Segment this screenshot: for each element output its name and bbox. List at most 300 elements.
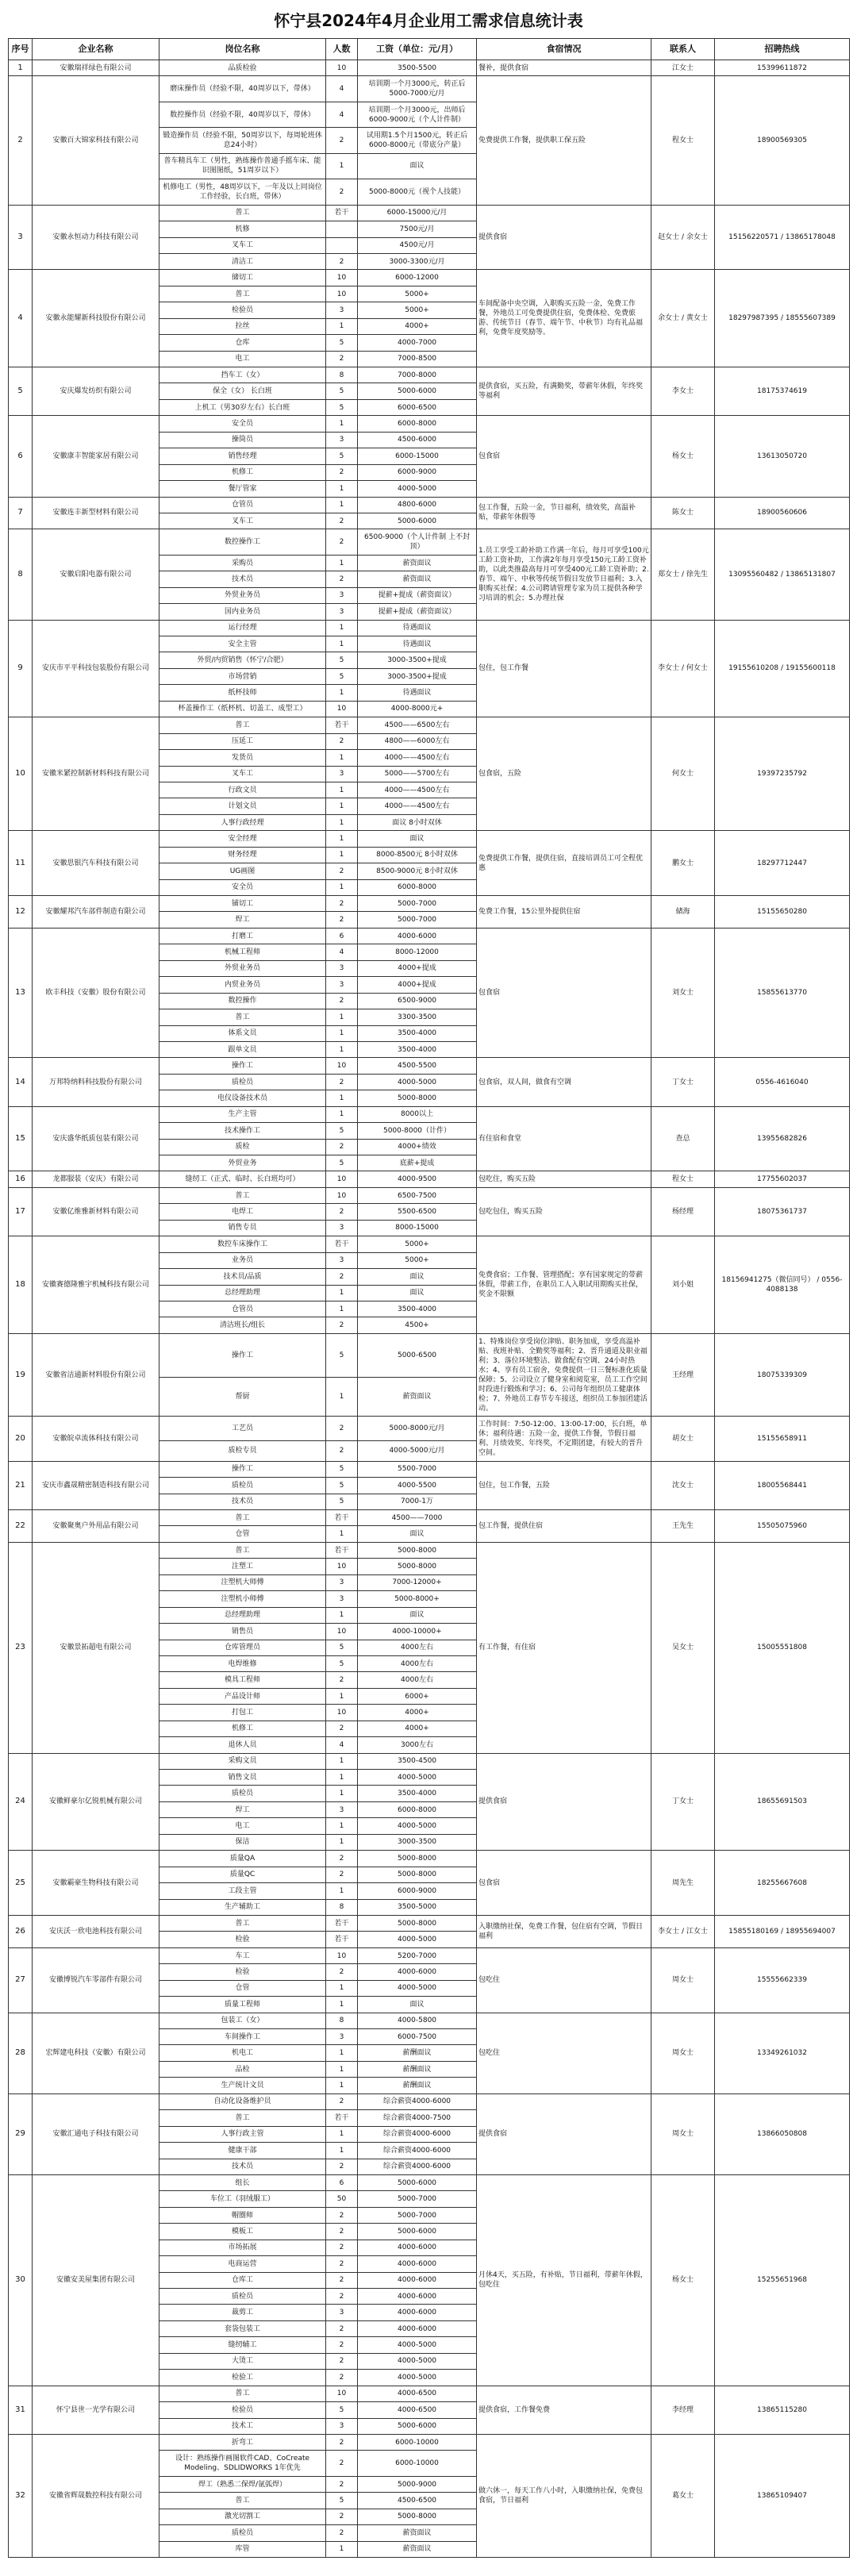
job-title: 质检 xyxy=(159,1139,326,1155)
job-salary: 4000-6000 xyxy=(358,2305,477,2320)
job-title: 机修电工（男性，48周岁以下，一年及以上同岗位工作经验，长白班，带休） xyxy=(159,179,326,205)
row-seq: 3 xyxy=(9,205,33,270)
job-salary: 4000-8000元+ xyxy=(358,701,477,717)
job-salary: 4500+ xyxy=(358,1317,477,1333)
job-title: 生产主管 xyxy=(159,1106,326,1122)
job-title: 总经理助理 xyxy=(159,1607,326,1623)
company-phone: 15155650280 xyxy=(715,896,850,929)
table-row xyxy=(9,416,850,432)
job-salary: 5000-8000 xyxy=(358,1090,477,1106)
company-benefits: 车间配备中央空调，入职购买五险一金，免费工作餐，外地员工可免费提供住宿，免费体检、免费旅游、传统节日（春节、端午节、中秋节）均有礼品福利，免费年度奖励等。 xyxy=(477,270,651,367)
table-row xyxy=(9,1058,850,1074)
company-phone: 15255651968 xyxy=(715,2174,850,2386)
job-salary: 3000-3500+提成 xyxy=(358,652,477,668)
job-title: 仓管 xyxy=(159,1980,326,1996)
job-salary: 6000-8000 xyxy=(358,1801,477,1817)
job-title: 机电工 xyxy=(159,2045,326,2061)
job-count: 1 xyxy=(326,814,358,830)
row-seq: 31 xyxy=(9,2386,33,2434)
row-seq: 5 xyxy=(9,367,33,416)
job-salary: 5000-6000 xyxy=(358,2418,477,2434)
row-seq: 17 xyxy=(9,1187,33,1236)
job-title: 市场拓展 xyxy=(159,2240,326,2255)
company-benefits: 包住，包工作餐，五险 xyxy=(477,1461,651,1509)
row-seq: 16 xyxy=(9,1171,33,1187)
company-phone: 19155610208 / 19155600118 xyxy=(715,620,850,717)
job-count: 2 xyxy=(326,2272,358,2288)
company-benefits: 免费提供工作餐，提供住宿，直接培训员工可全程优惠 xyxy=(477,831,651,896)
job-count: 2 xyxy=(326,513,358,529)
row-seq: 28 xyxy=(9,2013,33,2093)
row-seq: 14 xyxy=(9,1058,33,1106)
company-benefits: 提供食宿，工作餐免费 xyxy=(477,2386,651,2434)
job-count: 10 xyxy=(326,286,358,302)
company-contact: 王先生 xyxy=(651,1510,715,1543)
job-count: 2 xyxy=(326,896,358,912)
table-row xyxy=(9,1947,850,1963)
job-count: 2 xyxy=(326,2370,358,2386)
job-title: 技术员 xyxy=(159,2159,326,2174)
company-contact: 胡女士 xyxy=(651,1417,715,1461)
job-count: 5 xyxy=(326,1461,358,1477)
job-salary: 4000-9500 xyxy=(358,1171,477,1187)
job-count: 2 xyxy=(326,1964,358,1980)
job-title: 技术操作工 xyxy=(159,1123,326,1139)
job-title: 磨床操作员（经验不限，40周岁以下，带休） xyxy=(159,76,326,102)
job-title: 销售员 xyxy=(159,1624,326,1640)
job-count: 5 xyxy=(326,1640,358,1655)
company-phone: 13866050808 xyxy=(715,2093,850,2174)
company-name: 安徽景拓超电有限公司 xyxy=(33,1542,159,1753)
job-title: 质量QC xyxy=(159,1867,326,1882)
job-title: 数控操作 xyxy=(159,993,326,1009)
job-count: 1 xyxy=(326,2126,358,2142)
company-benefits: 包食宿 xyxy=(477,928,651,1058)
company-name: 安徽安美屋集团有限公司 xyxy=(33,2174,159,2386)
row-seq: 13 xyxy=(9,928,33,1058)
job-count: 若干 xyxy=(326,2110,358,2126)
job-title: 外贸/内贸销售（怀宁/合肥） xyxy=(159,652,326,668)
job-salary: 4000-6000 xyxy=(358,2240,477,2255)
job-title: 模具工程师 xyxy=(159,1672,326,1688)
job-salary: 面议 xyxy=(358,1285,477,1301)
job-title: 普工 xyxy=(159,1187,326,1203)
company-phone: 13955682826 xyxy=(715,1106,850,1171)
job-title: 机修工 xyxy=(159,1721,326,1736)
job-count: 2 xyxy=(326,2256,358,2272)
row-seq: 11 xyxy=(9,831,33,896)
job-count: 3 xyxy=(326,1574,358,1590)
job-count: 1 xyxy=(326,847,358,863)
company-phone: 18900569305 xyxy=(715,76,850,205)
job-title: 发货员 xyxy=(159,750,326,766)
job-count: 1 xyxy=(326,1106,358,1122)
job-count: 3 xyxy=(326,766,358,782)
job-salary: 4800-6000 xyxy=(358,497,477,513)
job-count: 2 xyxy=(326,351,358,367)
job-salary: 5000-7000 xyxy=(358,896,477,912)
job-count: 2 xyxy=(326,2434,358,2450)
job-salary: 4000左右 xyxy=(358,1655,477,1671)
company-name: 宏辉建电科技（安徽）有限公司 xyxy=(33,2013,159,2093)
job-salary: 7000-12000+ xyxy=(358,1574,477,1590)
company-name: 欧丰科技（安徽）股份有限公司 xyxy=(33,928,159,1058)
row-seq: 27 xyxy=(9,1947,33,2013)
company-name: 安庆爆发纺织有限公司 xyxy=(33,367,159,416)
job-title: 普工 xyxy=(159,2110,326,2126)
job-count: 1 xyxy=(326,1607,358,1623)
job-title: 压延工 xyxy=(159,733,326,749)
job-title: 外贸业务 xyxy=(159,1155,326,1171)
job-count: 2 xyxy=(326,2240,358,2255)
job-count: 2 xyxy=(326,733,358,749)
job-count: 3 xyxy=(326,1591,358,1607)
job-title: 操作工 xyxy=(159,1058,326,1074)
job-salary: 综合薪资4000-6000 xyxy=(358,2159,477,2174)
company-contact: 杨女士 xyxy=(651,416,715,497)
row-seq: 26 xyxy=(9,1915,33,1947)
job-salary: 4500——6500左右 xyxy=(358,717,477,733)
job-salary: 4000-10000+ xyxy=(358,1624,477,1640)
job-salary: 6000-7500 xyxy=(358,2029,477,2045)
job-title: 电焊维修 xyxy=(159,1655,326,1671)
job-count: 5 xyxy=(326,399,358,415)
job-salary: 6000-10000 xyxy=(358,2451,477,2476)
company-name: 安徽霸豪生物科技有限公司 xyxy=(33,1851,159,1916)
job-title: 质检员 xyxy=(159,1074,326,1090)
company-benefits: 包住，包工作餐 xyxy=(477,620,651,717)
company-phone: 0556-4616040 xyxy=(715,1058,850,1106)
company-benefits: 包吃住，购买五险 xyxy=(477,1171,651,1187)
job-count: 若干 xyxy=(326,717,358,733)
job-salary: 5000+ xyxy=(358,1252,477,1268)
job-salary: 5000-8000（计件） xyxy=(358,1123,477,1139)
company-name: 怀宁县世一光学有限公司 xyxy=(33,2386,159,2434)
job-title: 清洁工 xyxy=(159,253,326,269)
job-salary: 8000以上 xyxy=(358,1106,477,1122)
job-count: 1 xyxy=(326,782,358,798)
job-count: 1 xyxy=(326,685,358,701)
job-title: 外贸业务员 xyxy=(159,960,326,976)
job-count: 1 xyxy=(326,1997,358,2013)
job-salary: 5000-7000 xyxy=(358,2191,477,2207)
job-salary: 8000-15000 xyxy=(358,1220,477,1236)
job-salary: 6500-9000 xyxy=(358,993,477,1009)
job-salary: 薪酬面议 xyxy=(358,2078,477,2093)
job-title: 注塑机小师傅 xyxy=(159,1591,326,1607)
job-title: 普工 xyxy=(159,2493,326,2509)
company-benefits: 提供食宿 xyxy=(477,205,651,270)
job-count: 1 xyxy=(326,1285,358,1301)
job-count: 5 xyxy=(326,1155,358,1171)
job-title: 仓库 xyxy=(159,335,326,351)
job-title: 打包工 xyxy=(159,1705,326,1721)
company-benefits: 入职缴纳社保，免费工作餐，包住宿有空调，节假日福利 xyxy=(477,1915,651,1947)
job-salary: 4000-5000 xyxy=(358,1932,477,1947)
job-title: 人事行政经理 xyxy=(159,814,326,830)
company-name: 安徽永恒动力科技有限公司 xyxy=(33,205,159,270)
row-seq: 9 xyxy=(9,620,33,717)
row-seq: 12 xyxy=(9,896,33,929)
job-salary: 试用期1.5个月1500元，转正后6000-8000元（带底分产量） xyxy=(358,128,477,153)
job-salary: 4000——4500左右 xyxy=(358,782,477,798)
job-salary: 3500-5000 xyxy=(358,1899,477,1915)
job-title: 缝纫辅工 xyxy=(159,2337,326,2353)
job-count: 若干 xyxy=(326,1932,358,1947)
job-count: 2 xyxy=(326,571,358,587)
company-benefits: 免费工作餐，15公里外提供住宿 xyxy=(477,896,651,929)
job-count: 3 xyxy=(326,960,358,976)
job-count: 1 xyxy=(326,1041,358,1057)
job-salary: 5000-8000 xyxy=(358,1542,477,1558)
job-count: 8 xyxy=(326,367,358,383)
job-salary: 薪资面议 xyxy=(358,2525,477,2541)
company-contact: 丁女士 xyxy=(651,1753,715,1851)
job-title: 折弯工 xyxy=(159,2434,326,2450)
job-salary: 面议 xyxy=(358,153,477,179)
job-salary: 6000-12000 xyxy=(358,270,477,286)
row-seq: 19 xyxy=(9,1333,33,1416)
company-phone: 18255667608 xyxy=(715,1851,850,1916)
table-row xyxy=(9,1333,850,1377)
job-count: 1 xyxy=(326,1090,358,1106)
company-name: 安徽永能耀新科技股份有限公司 xyxy=(33,270,159,367)
table-row xyxy=(9,1106,850,1122)
job-title: 检验工 xyxy=(159,2370,326,2386)
job-salary: 4000+绩效 xyxy=(358,1139,477,1155)
job-count: 若干 xyxy=(326,1542,358,1558)
job-title: 销售文员 xyxy=(159,1770,326,1786)
job-title: 普工 xyxy=(159,1009,326,1025)
job-count: 8 xyxy=(326,2013,358,2028)
job-title: 裁剪工 xyxy=(159,2305,326,2320)
job-count: 2 xyxy=(326,1441,358,1462)
job-count: 3 xyxy=(326,977,358,993)
company-contact: 杨女士 xyxy=(651,2174,715,2386)
job-salary: 6500-7500 xyxy=(358,1187,477,1203)
table-row xyxy=(9,620,850,636)
job-count: 若干 xyxy=(326,1510,358,1526)
job-count: 2 xyxy=(326,1672,358,1688)
job-salary: 5500-7000 xyxy=(358,1461,477,1477)
company-benefits: 包食宿 xyxy=(477,1851,651,1916)
job-salary: 薪酬面议 xyxy=(358,2061,477,2077)
table-row xyxy=(9,896,850,912)
header-row xyxy=(9,39,850,60)
job-salary: 5000-8000元（视个人技能） xyxy=(358,179,477,205)
job-title: 焊工 xyxy=(159,1801,326,1817)
company-name: 龙都服装（安庆）有限公司 xyxy=(33,1171,159,1187)
job-count: 1 xyxy=(326,497,358,513)
job-salary: 提薪+提成（薪资面议） xyxy=(358,587,477,603)
company-phone: 18900560606 xyxy=(715,497,850,529)
job-title: 采购文员 xyxy=(159,1753,326,1769)
job-count: 3 xyxy=(326,2418,358,2434)
company-name: 安徽康丰智能家居有限公司 xyxy=(33,416,159,497)
job-salary: 4500-6000 xyxy=(358,432,477,448)
job-count: 4 xyxy=(326,1737,358,1753)
job-count: 5 xyxy=(326,1655,358,1671)
company-benefits: 包工作餐，提供住宿 xyxy=(477,1510,651,1543)
job-count: 10 xyxy=(326,1624,358,1640)
job-salary: 薪酬面议 xyxy=(358,2045,477,2061)
job-count: 2 xyxy=(326,1851,358,1867)
company-phone: 18005568441 xyxy=(715,1461,850,1509)
job-title: 大烫工 xyxy=(159,2353,326,2369)
job-title: 操作工 xyxy=(159,1461,326,1477)
job-count: 1 xyxy=(326,1753,358,1769)
job-salary: 4000-5000 xyxy=(358,2337,477,2353)
job-salary: 待遇面议 xyxy=(358,620,477,636)
job-title: 普工 xyxy=(159,205,326,221)
job-count: 1 xyxy=(326,555,358,571)
company-contact: 李女士 xyxy=(651,367,715,416)
job-salary: 5000+ xyxy=(358,286,477,302)
job-count: 若干 xyxy=(326,205,358,221)
company-benefits: 1、特殊岗位享受岗位津贴、职务加成，享受高温补贴、夜班补贴、全勤奖等福利；2、晋升通道及职业福利；3、落位环境整洁、做食配有空调、24小时热水；4、享有员工宿舍，免费提供一日三餐标准化质量保障；5、公司设立了健身室和阅览室，员工工作空间时段进行锻炼和学习；6、公司每年组织员工健康体检；7、外地员工春节专车接送，组织员工参加团建活动。 xyxy=(477,1333,651,1416)
job-count: 1 xyxy=(326,1834,358,1850)
job-count: 50 xyxy=(326,2191,358,2207)
job-title: 业务员 xyxy=(159,1252,326,1268)
job-title: 仓库工 xyxy=(159,2272,326,2288)
job-salary: 4000+提成 xyxy=(358,960,477,976)
job-count: 1 xyxy=(326,1301,358,1317)
job-count: 6 xyxy=(326,2174,358,2190)
header-salary: 工资（单位：元/月） xyxy=(358,39,477,60)
table-row xyxy=(9,1461,850,1477)
header-phone: 招聘热线 xyxy=(715,39,850,60)
job-title: 普工 xyxy=(159,2386,326,2401)
job-salary: 4000-5500 xyxy=(358,1478,477,1494)
job-count: 1 xyxy=(326,153,358,179)
job-count: 2 xyxy=(326,2476,358,2492)
job-count: 1 xyxy=(326,318,358,334)
job-salary: 4000左右 xyxy=(358,1640,477,1655)
company-name: 安徽米紧控制新材料科技有限公司 xyxy=(33,717,159,831)
job-salary: 4000-6000 xyxy=(358,1964,477,1980)
job-title: 套袋包装工 xyxy=(159,2320,326,2336)
company-phone: 15855180169 / 18955694007 xyxy=(715,1915,850,1947)
company-name: 安徽省辉晟数控科技有限公司 xyxy=(33,2434,159,2557)
job-title: 生产统计文员 xyxy=(159,2078,326,2093)
job-salary: 培训期一个月3000元，出师后6000-9000元（个人计件制） xyxy=(358,102,477,127)
company-contact: 李女士 / 江女士 xyxy=(651,1915,715,1947)
job-title: 缝纫工（正式、临时、长白班均可） xyxy=(159,1171,326,1187)
table-row xyxy=(9,831,850,847)
job-count: 5 xyxy=(326,1333,358,1377)
job-salary: 8500-9000元 8小时双休 xyxy=(358,863,477,879)
row-seq: 29 xyxy=(9,2093,33,2174)
job-salary: 4500——7000 xyxy=(358,1510,477,1526)
company-benefits: 包工作餐，五险一金，节日福利，绩效奖，高温补贴，带薪年休假等 xyxy=(477,497,651,529)
company-benefits: 包吃包住，购买五险 xyxy=(477,1187,651,1236)
job-count: 10 xyxy=(326,1947,358,1963)
job-title: 生产辅助工 xyxy=(159,1899,326,1915)
job-salary: 5000-6500 xyxy=(358,1333,477,1377)
company-benefits: 免费食宿；工作餐、管理搭配；享有国家规定的带薪休假，带薪工作，在职员工人入职试用期购买社保，奖金不限额 xyxy=(477,1236,651,1334)
company-contact: 储海 xyxy=(651,896,715,929)
table-row xyxy=(9,1753,850,1769)
table-row xyxy=(9,1542,850,1558)
company-phone: 18655691503 xyxy=(715,1753,850,1851)
job-title: 激光切割工 xyxy=(159,2509,326,2524)
company-name: 安徽博锐汽车零部件有限公司 xyxy=(33,1947,159,2013)
job-salary: 综合薪资4000-7500 xyxy=(358,2110,477,2126)
job-title: 市场营销 xyxy=(159,668,326,684)
company-name: 安徽启阳电器有限公司 xyxy=(33,529,159,620)
job-salary: 3500-4000 xyxy=(358,1025,477,1041)
company-name: 安庆市平平科技包装股份有限公司 xyxy=(33,620,159,717)
job-title: 储切工 xyxy=(159,270,326,286)
job-count: 10 xyxy=(326,2386,358,2401)
company-phone: 18075361737 xyxy=(715,1187,850,1236)
job-title: 质量QA xyxy=(159,1851,326,1867)
job-salary: 面议 xyxy=(358,831,477,847)
company-benefits: 包食宿，五险 xyxy=(477,717,651,831)
job-title: 技术员 xyxy=(159,571,326,587)
job-salary: 4000-6500 xyxy=(358,2386,477,2401)
job-salary: 综合薪资4000-6000 xyxy=(358,2126,477,2142)
table-row xyxy=(9,1851,850,1867)
job-title: 品检 xyxy=(159,2061,326,2077)
job-salary: 5000+ xyxy=(358,302,477,318)
job-salary: 综合薪资4000-6000 xyxy=(358,2143,477,2159)
company-name: 安徽思银汽车科技有限公司 xyxy=(33,831,159,896)
table-row xyxy=(9,2013,850,2028)
company-contact: 丁女士 xyxy=(651,1058,715,1106)
company-benefits: 有工作餐，有住宿 xyxy=(477,1542,651,1753)
job-title: 技术工 xyxy=(159,2418,326,2434)
job-title: 叉车工 xyxy=(159,513,326,529)
job-count: 10 xyxy=(326,60,358,76)
header-seq: 序号 xyxy=(9,39,33,60)
company-contact: 郑女士 / 徐先生 xyxy=(651,529,715,620)
job-count: 2 xyxy=(326,993,358,1009)
job-count: 2 xyxy=(326,1269,358,1285)
job-count: 2 xyxy=(326,2337,358,2353)
job-salary: 6000-6500 xyxy=(358,399,477,415)
job-salary: 4500-6500 xyxy=(358,2493,477,2509)
company-benefits: 做六休一，每天工作八小时，入职缴纳社保，免费包食宿，节日福利 xyxy=(477,2434,651,2557)
company-contact: 李经理 xyxy=(651,2386,715,2434)
row-seq: 7 xyxy=(9,497,33,529)
page-title: 怀宁县2024年4月企业用工需求信息统计表 xyxy=(274,11,583,30)
job-title: 餐厅管家 xyxy=(159,481,326,497)
job-salary: 面议 8小时双休 xyxy=(358,814,477,830)
job-salary: 5500-6500 xyxy=(358,1204,477,1220)
job-title: 产品设计师 xyxy=(159,1688,326,1704)
company-contact: 鹏女士 xyxy=(651,831,715,896)
job-title: 纸杯技师 xyxy=(159,685,326,701)
job-title: 铺切工 xyxy=(159,896,326,912)
company-phone: 15156220571 / 13865178048 xyxy=(715,205,850,270)
job-salary: 6000-8000 xyxy=(358,416,477,432)
job-salary: 面议 xyxy=(358,1607,477,1623)
job-count: 1 xyxy=(326,1526,358,1542)
company-phone: 15855613770 xyxy=(715,928,850,1058)
company-benefits: 餐补，提供食宿 xyxy=(477,60,651,76)
job-title: 内贸业务员 xyxy=(159,977,326,993)
table-row xyxy=(9,2386,850,2401)
job-salary: 提薪+提成（薪资面议） xyxy=(358,604,477,620)
job-title: 跟单文员 xyxy=(159,1041,326,1057)
job-count xyxy=(326,237,358,253)
job-count: 10 xyxy=(326,270,358,286)
job-salary: 面议 xyxy=(358,1526,477,1542)
header-count: 人数 xyxy=(326,39,358,60)
company-benefits: 免费提供工作餐，提供职工保五险 xyxy=(477,76,651,205)
job-salary: 培训期一个月3000元，转正后5000-7000元/月 xyxy=(358,76,477,102)
